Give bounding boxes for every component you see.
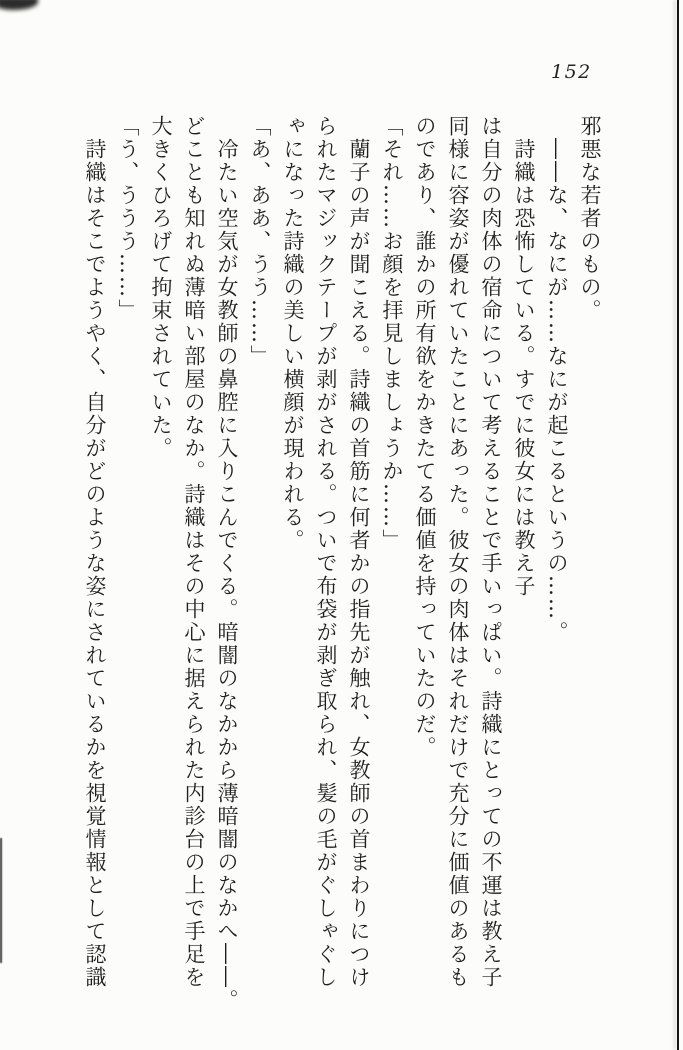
scan-edge-left [0,838,2,963]
scan-edge-right [677,0,679,1050]
text-column: ゃになった詩織の美しい横顔が現われる。 [281,115,305,552]
text-column: どことも知れぬ薄暗い部屋のなか。詩織はその中心に据えられた内診台の上で手足を [182,115,206,989]
text-column: ――な、なにが……なにが起こるというの……。 [545,138,569,644]
text-column: 「それ……お顔を拝見しましょうか……」 [380,115,404,552]
text-column: 「う、ううう……」 [116,115,140,322]
text-column: 詩織は恐怖している。すでに彼女には教え子 [512,138,536,598]
page-number: 152 [551,61,592,83]
text-column: 冷たい空気が女教師の鼻腔に入りこんでくる。暗闇のなかから薄暗闇のなかへ――。 [215,138,239,1012]
text-column: は自分の肉体の宿命について考えることで手いっぱい。詩織にとっての不運は教え子 [479,115,503,989]
page-text-block [78,115,606,1020]
text-column: 蘭子の声が聞こえる。詩織の首筋に何者かの指先が触れ、女教師の首まわりにつけ [347,138,371,989]
text-column: 詩織はそこでようやく、自分がどのような姿にされているかを視覚情報として認識 [83,138,107,989]
text-column: 大きくひろげて拘束されていた。 [149,115,173,460]
text-column: 邪悪な若者のもの。 [578,115,602,322]
scan-artifact-topleft [0,0,38,10]
text-column: のであり、誰かの所有欲をかきたてる価値を持っていたのだ。 [413,115,437,759]
text-column: 同様に容姿が優れていたことにあった。彼女の肉体はそれだけで充分に価値のあるも [446,115,470,989]
text-column: られたマジックテープが剥がされる。ついで布袋が剥ぎ取られ、髪の毛がぐしゃぐし [314,115,338,989]
text-column: 「あ、ああ、うう……」 [248,115,272,368]
